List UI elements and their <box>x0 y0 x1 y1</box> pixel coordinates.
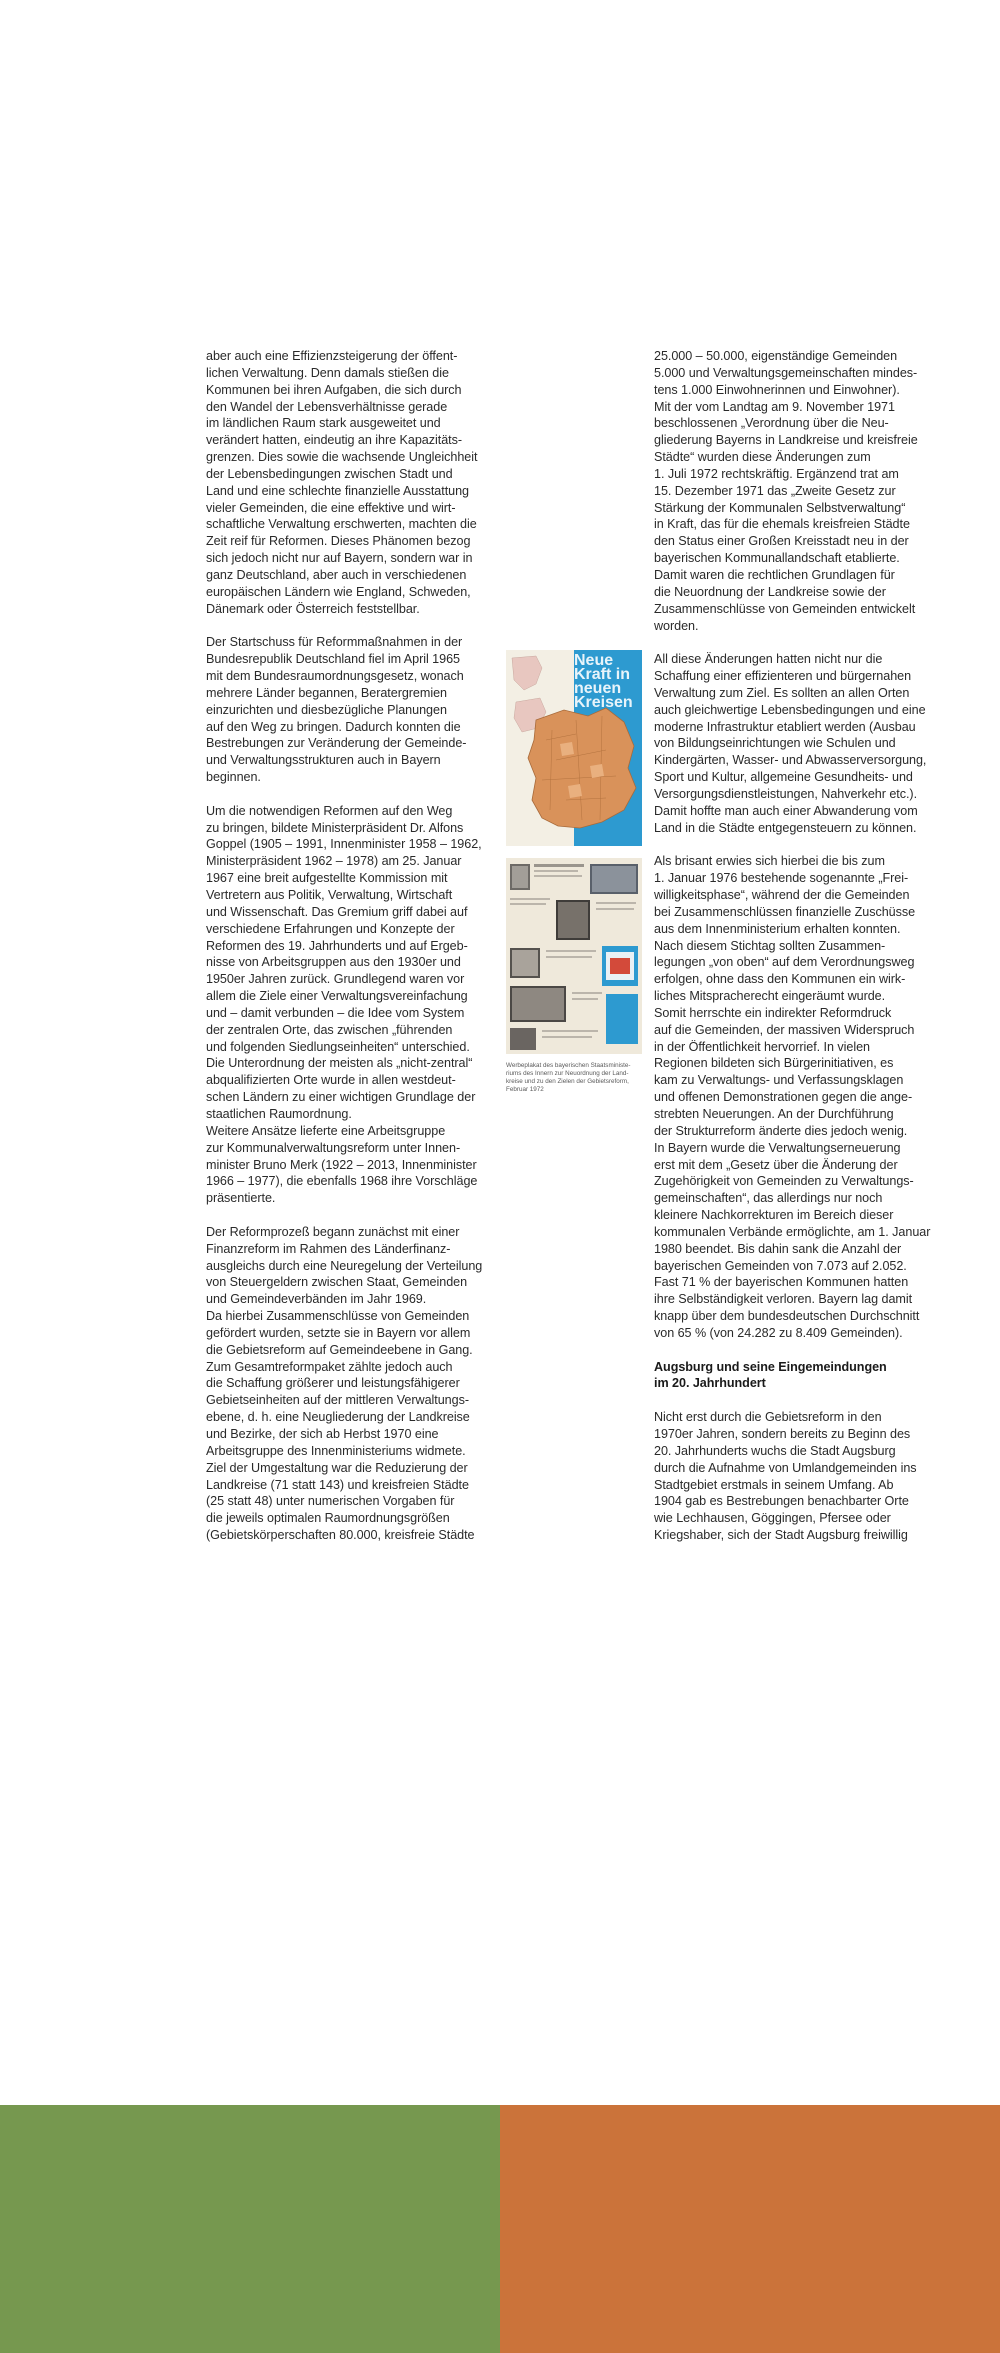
text-line: ganz Deutschland, aber auch in verschiedenen <box>206 567 467 582</box>
text-line: auf den Weg zu bringen. Dadurch konnten die <box>206 719 461 734</box>
text-line: von Steuergeldern zwischen Staat, Gemeinden <box>206 1275 468 1290</box>
text-line: in der Öffentlichkeit hervorrief. In vielen <box>654 1039 871 1054</box>
text-line: im ländlichen Raum stark ausgeweitet und <box>206 416 441 431</box>
text-line: gliederung Bayerns in Landkreise und kreisfreie <box>654 433 918 448</box>
text-line: aber auch eine Effizienzsteigerung der öffent- <box>206 349 458 363</box>
text-line: und – damit verbunden – die Idee vom System <box>206 1005 465 1020</box>
paragraph <box>654 1409 944 1544</box>
text-line: Nach diesem Stichtag sollten Zusammen- <box>654 938 886 953</box>
text-line: Städte“ wurden diese Änderungen zum <box>654 450 871 465</box>
text-line: verschiedene Erfahrungen und Konzepte der <box>206 921 455 936</box>
text-line: Finanzreform im Rahmen des Länderfinanz- <box>206 1241 451 1256</box>
text-line: zur Kommunalverwaltungsreform unter Innen- <box>206 1140 461 1155</box>
text-line: Reformen des 19. Jahrhunderts und auf Ergeb- <box>206 938 468 953</box>
text-line: Der Reformprozeß begann zunächst mit einer <box>206 1224 460 1239</box>
text-line: Um die notwendigen Reformen auf den Weg <box>206 803 453 818</box>
collage-poster <box>506 858 642 1054</box>
heading-line: im 20. Jahrhundert <box>654 1376 766 1391</box>
bavaria-map-poster <box>506 650 642 846</box>
text-line: tens 1.000 Einwohnerinnen und Einwohner). <box>654 382 900 397</box>
green-footer-band <box>0 2105 500 2353</box>
text-line: Versorgungsdienstleistungen, Nahverkehr etc.). <box>654 786 918 801</box>
text-line: gemeinschaften“, das allerdings nur noch <box>654 1191 883 1206</box>
text-line: 1967 eine breit aufgestellte Kommission mit <box>206 871 448 886</box>
text-line: Gebietseinheiten auf der mittleren Verwaltungs- <box>206 1393 469 1408</box>
text-line: 1. Juli 1972 rechtskräftig. Ergänzend trat am <box>654 466 899 481</box>
text-line: Goppel (1905 – 1991, Innenminister 1958 – 1962, <box>206 837 482 852</box>
text-line: Kindergärten, Wasser- und Abwasserversorgung, <box>654 753 927 768</box>
text-line: Arbeitsgruppe des Innenministeriums widmete. <box>206 1443 466 1458</box>
text-line: 1950er Jahren zurück. Grundlegend waren vor <box>206 972 465 987</box>
text-line: einzurichten und diesbezügliche Planungen <box>206 702 447 717</box>
text-line: (25 statt 48) unter numerischen Vorgaben für <box>206 1494 455 1509</box>
text-line: strebten Neuerungen. An der Durchführung <box>654 1106 894 1121</box>
text-line: auf die Gemeinden, der massiven Widerspruch <box>654 1022 915 1037</box>
text-line: Land und eine schlechte finanzielle Ausstattung <box>206 483 470 498</box>
text-line: die Neuordnung der Landkreise sowie der <box>654 584 886 599</box>
text-line: worden. <box>654 618 699 633</box>
collage-poster-image <box>506 858 642 1054</box>
heading-line: Augsburg und seine Eingemeindungen <box>654 1359 887 1374</box>
text-line: Regionen bildeten sich Bürgerinitiativen, es <box>654 1056 894 1071</box>
text-line: Nicht erst durch die Gebietsreform in den <box>654 1410 882 1425</box>
paragraph <box>206 1224 496 1308</box>
paragraph <box>206 634 496 786</box>
text-line: 5.000 und Verwaltungsgemeinschaften mindes- <box>654 365 918 380</box>
paragraph <box>206 348 496 618</box>
text-line: legungen „von oben“ auf dem Verordnungsweg <box>654 955 915 970</box>
text-line: 25.000 – 50.000, eigenständige Gemeinden <box>654 349 898 363</box>
text-line: 1980 beendet. Bis dahin sank die Anzahl der <box>654 1241 902 1256</box>
text-line: die Gebietsreform auf Gemeindeebene in Gang. <box>206 1342 473 1357</box>
text-line: 1970er Jahren, sondern bereits zu Beginn des <box>654 1427 911 1441</box>
text-line: In Bayern wurde die Verwaltungserneuerung <box>654 1140 901 1155</box>
text-line: Weitere Ansätze lieferte eine Arbeitsgruppe <box>206 1123 446 1138</box>
orange-footer-band <box>500 2105 1000 2353</box>
text-line: mit dem Bundesraumordnungsgesetz, wonach <box>206 669 464 684</box>
text-line: vieler Gemeinden, die eine effektive und wirt- <box>206 500 456 515</box>
text-line: Da hierbei Zusammenschlüsse von Gemeinden <box>206 1309 470 1324</box>
text-line: bayerischen Gemeinden von 7.073 auf 2.052. <box>654 1258 907 1273</box>
paragraph <box>206 803 496 1123</box>
text-line: 1966 – 1977), die ebenfalls 1968 ihre Vorschläge <box>206 1174 478 1189</box>
text-line: grenzen. Dies sowie die wachsende Ungleichheit <box>206 450 478 465</box>
text-line: Land in die Städte entgegensteuern zu können. <box>654 820 917 835</box>
text-line: moderne Infrastruktur etabliert werden (Ausbau <box>654 719 916 734</box>
text-line: kommunalen Verbände ermöglichte, am 1. Januar <box>654 1224 931 1239</box>
text-line: ausgleichs durch eine Neuregelung der Verteilung <box>206 1258 483 1273</box>
text-line: Dänemark oder Österreich feststellbar. <box>206 601 420 616</box>
text-line: ihre Selbständigkeit verloren. Bayern lag damit <box>654 1292 913 1307</box>
text-line: Als brisant erwies sich hierbei die bis zum <box>654 854 885 869</box>
text-line: nisse von Arbeitsgruppen aus den 1930er und <box>206 955 461 970</box>
text-line: Somit herrschte ein indirekter Reformdruck <box>654 1005 892 1020</box>
text-line: 1. Januar 1976 bestehende sogenannte „Frei- <box>654 871 909 886</box>
paragraph <box>654 853 944 1341</box>
text-line: gefördert wurden, setzte sie in Bayern vor allem <box>206 1325 471 1340</box>
text-line: der Strukturreform änderte dies jedoch wenig. <box>654 1123 908 1138</box>
text-line: kleinere Nachkorrekturen im Bereich dieser <box>654 1208 894 1223</box>
text-line: Zum Gesamtreformpaket zählte jedoch auch <box>206 1359 453 1374</box>
text-line: (Gebietskörperschaften 80.000, kreisfreie Städte <box>206 1528 475 1543</box>
paragraph <box>206 1308 496 1544</box>
text-line: in Kraft, das für die ehemals kreisfreien Städte <box>654 517 910 532</box>
text-line: Kriegshaber, sich der Stadt Augsburg freiwillig <box>654 1528 908 1543</box>
text-line: von 65 % (von 24.282 zu 8.409 Gemeinden). <box>654 1325 903 1340</box>
text-line: die jeweils optimalen Raumordnungsgrößen <box>206 1511 450 1526</box>
text-line: Schaffung einer effizienteren und bürgernahen <box>654 669 912 684</box>
text-line: schen Ländern zu einer wichtigen Grundlage der <box>206 1090 476 1105</box>
text-line: wie Lechhausen, Göggingen, Pfersee oder <box>654 1511 891 1526</box>
paragraph <box>654 348 944 634</box>
text-line: und offenen Demonstrationen gegen die ange- <box>654 1090 913 1105</box>
text-line: der zentralen Orte, das zwischen „führenden <box>206 1022 453 1037</box>
text-line: kam zu Verwaltungs- und Verfassungsklagen <box>654 1073 904 1088</box>
text-line: Vertretern aus Politik, Verwaltung, Wirtschaft <box>206 888 453 902</box>
text-line: All diese Änderungen hatten nicht nur die <box>654 652 883 667</box>
text-line: abqualifizierten Orte wurde in allen westdeut- <box>206 1073 456 1088</box>
text-line: Ministerpräsident 1962 – 1978) am 25. Januar <box>206 854 462 869</box>
text-line: aus dem Innenministerium erhalten konnten. <box>654 921 901 936</box>
text-line: ebene, d. h. eine Neugliederung der Landkreise <box>206 1410 470 1425</box>
text-line: Damit hoffte man auch einer Abwanderung vom <box>654 803 918 818</box>
text-line: beginnen. <box>206 770 261 785</box>
text-line: sich jedoch nicht nur auf Bayern, sondern war in <box>206 551 473 566</box>
text-line: minister Bruno Merk (1922 – 2013, Innenminister <box>206 1157 477 1172</box>
text-line: durch die Aufnahme von Umlandgemeinden ins <box>654 1460 917 1475</box>
text-line: Stadtgebiet erstmals in seinem Umfang. Ab <box>654 1477 894 1492</box>
text-line: knapp über dem bundesdeutschen Durchschnitt <box>654 1309 920 1324</box>
text-line: Bundesrepublik Deutschland fiel im April 1965 <box>206 652 460 667</box>
text-line: den Status einer Großen Kreisstadt neu in der <box>654 534 909 549</box>
text-line: Zusammenschlüsse von Gemeinden entwickelt <box>654 601 916 616</box>
text-line: liches Mitspracherecht eingeräumt wurde. <box>654 989 886 1004</box>
text-line: europäischen Ländern wie England, Schweden, <box>206 584 471 599</box>
right-text-column <box>654 348 944 1561</box>
text-line: auch gleichwertige Lebensbedingungen und eine <box>654 702 926 717</box>
text-line: der Lebensbedingungen zwischen Stadt und <box>206 466 453 481</box>
text-line: erfolgen, ohne dass den Kommunen ein wirk- <box>654 972 906 987</box>
text-line: und Verwaltungsstrukturen auch in Bayern <box>206 753 441 768</box>
text-line: staatlichen Raumordnung. <box>206 1106 352 1121</box>
text-line: Landkreise (71 statt 143) und kreisfreien Städte <box>206 1477 469 1492</box>
text-line: willigkeitsphase“, während der die Gemeinden <box>654 888 910 902</box>
text-line: und Bezirke, der sich ab Herbst 1970 eine <box>206 1427 439 1441</box>
text-line: allem die Ziele einer Verwaltungsvereinfachung <box>206 989 468 1004</box>
text-line: 20. Jahrhunderts wuchs die Stadt Augsburg <box>654 1443 896 1458</box>
text-line: schaftliche Verwaltung erschwerten, machten die <box>206 517 477 532</box>
text-line: 15. Dezember 1971 das „Zweite Gesetz zur <box>654 483 896 498</box>
text-line: Mit der vom Landtag am 9. November 1971 <box>654 399 895 414</box>
text-line: Damit waren die rechtlichen Grundlagen für <box>654 567 895 582</box>
paragraph <box>654 651 944 836</box>
text-line: verändert hatten, eindeutig an ihre Kapazitäts- <box>206 433 462 448</box>
text-line: präsentierte. <box>206 1191 276 1206</box>
text-line: Verwaltung zum Ziel. Es sollten an allen Orten <box>654 685 910 700</box>
text-line: erst mit dem „Gesetz über die Änderung der <box>654 1157 898 1172</box>
text-line: und Wissenschaft. Das Gremium griff dabei auf <box>206 904 468 919</box>
text-line: die Schaffung größerer und leistungsfähigerer <box>206 1376 460 1391</box>
text-line: Kommunen bei ihren Aufgaben, die sich durch <box>206 382 462 397</box>
text-line: Zugehörigkeit von Gemeinden zu Verwaltungs- <box>654 1174 914 1189</box>
section-heading <box>654 1359 944 1393</box>
text-line: beschlossenen „Verordnung über die Neu- <box>654 416 889 431</box>
text-line: von Bildungseinrichtungen wie Schulen und <box>654 736 896 751</box>
text-line: bayerischen Kommunallandschaft etablierte. <box>654 551 900 566</box>
text-line: mehrere Länder begannen, Beratergremien <box>206 685 447 700</box>
text-line: Ziel der Umgestaltung war die Reduzierung der <box>206 1460 468 1475</box>
figure-caption: Werbeplakat des bayerischen Staatsministe-riums des Innern zur Neuordnung der Land-kreise und zu den Zielen der Gebietsreform, Februar 1972 <box>506 1062 631 1093</box>
text-line: und folgenden Siedlungseinheiten“ unterschied. <box>206 1039 470 1054</box>
text-line: 1904 gab es Bestrebungen benachbarter Orte <box>654 1494 909 1509</box>
text-line: Fast 71 % der bayerischen Kommunen hatten <box>654 1275 909 1290</box>
text-line: Sport und Kultur, allgemeine Gesundheits- und <box>654 770 913 785</box>
paragraph <box>206 1123 496 1207</box>
text-line: Stärkung der Kommunalen Selbstverwaltung“ <box>654 500 906 515</box>
text-line: Bestrebungen zur Veränderung der Gemeinde- <box>206 736 467 751</box>
text-line: den Wandel der Lebensverhältnisse gerade <box>206 399 448 414</box>
text-line: Die Unterordnung der meisten als „nicht-zentral“ <box>206 1056 473 1071</box>
text-line: lichen Verwaltung. Denn damals stießen die <box>206 365 449 380</box>
text-line: bei Zusammenschlüssen finanzielle Zuschüsse <box>654 904 916 919</box>
text-line: Zeit reif für Reformen. Dieses Phänomen bezog <box>206 534 471 549</box>
text-line: Der Startschuss für Reformmaßnahmen in der <box>206 635 463 650</box>
poster-headline: Neue Kraft in neuen Kreisen <box>574 652 633 711</box>
text-line: und Gemeindeverbänden im Jahr 1969. <box>206 1292 427 1307</box>
text-line: zu bringen, bildete Ministerpräsident Dr. Alfons <box>206 820 464 835</box>
left-text-column <box>206 348 496 1561</box>
